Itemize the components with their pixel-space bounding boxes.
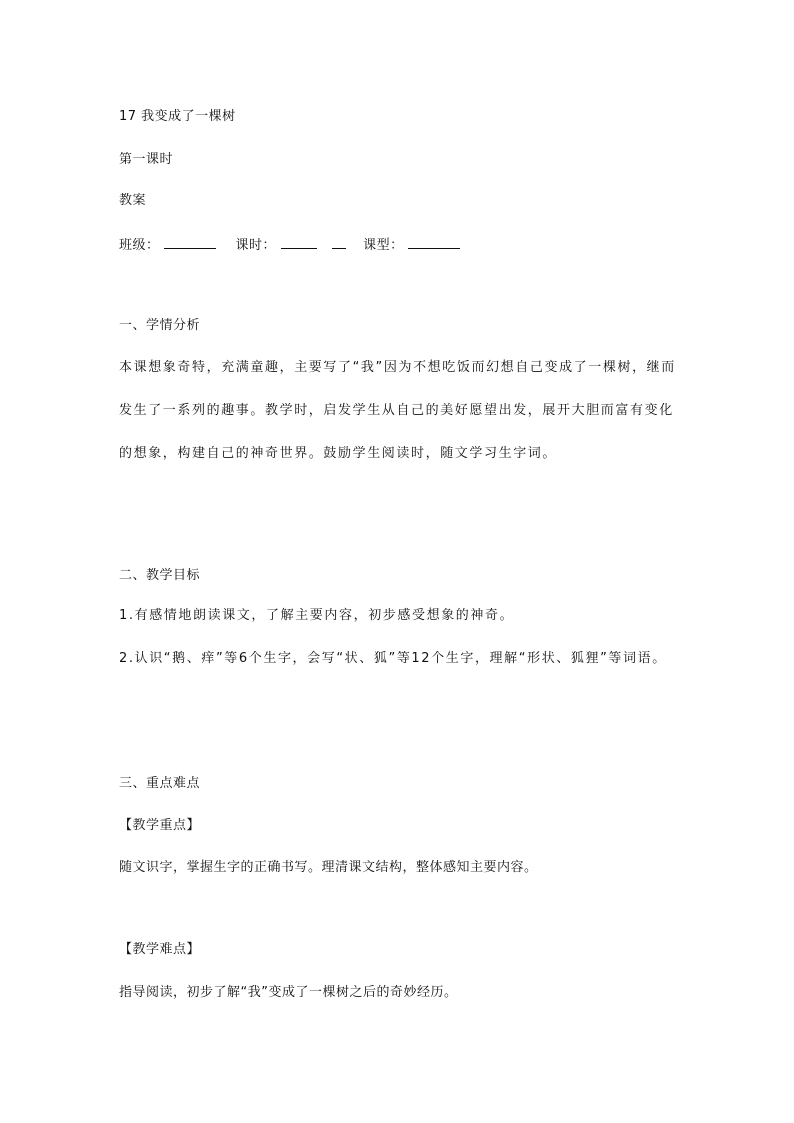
key-point-text: 随文识字，掌握生字的正确书写。理清课文结构，整体感知主要内容。 <box>119 860 538 875</box>
doc-title: 17 我变成了一棵树 <box>119 109 236 124</box>
period-label: 课时： <box>235 238 276 253</box>
doc-type: 教案 <box>119 193 147 208</box>
class-label: 班级： <box>119 238 160 253</box>
section-heading-analysis: 一、学情分析 <box>119 318 201 333</box>
period-blank-2 <box>332 236 346 249</box>
analysis-paragraph: 本课想象奇特，充满童趣，主要写了“我”因为不想吃饭而幻想自己变成了一棵树，继而发生了一系列的趣事。教学时，启发学生从自己的美好愿望出发，展开大胆而富有变化的想象，构建自己的神奇世界。鼓励学生阅读时，随文学习生字词。 <box>119 360 676 461</box>
goal-item-2: 2.认识“鹅、痒”等6个生字，会写“状、狐”等12个生字，理解“形状、狐狸”等词语。 <box>119 651 667 666</box>
difficulty-text: 指导阅读，初步了解“我”变成了一棵树之后的奇妙经历。 <box>119 985 458 1000</box>
difficulty-label: 【教学难点】 <box>119 942 201 957</box>
section-heading-goals: 二、教学目标 <box>119 568 201 583</box>
section-heading-key-points: 三、重点难点 <box>119 776 201 791</box>
key-point-label: 【教学重点】 <box>119 818 201 833</box>
class-blank <box>164 236 216 249</box>
lesson-type-blank <box>408 236 460 249</box>
lesson-number: 第一课时 <box>119 152 174 167</box>
lesson-type-label: 课型： <box>363 238 404 253</box>
period-blank-1 <box>281 236 317 249</box>
info-form-row <box>119 236 460 254</box>
goal-item-1: 1.有感情地朗读课文，了解主要内容，初步感受想象的神奇。 <box>119 608 515 623</box>
